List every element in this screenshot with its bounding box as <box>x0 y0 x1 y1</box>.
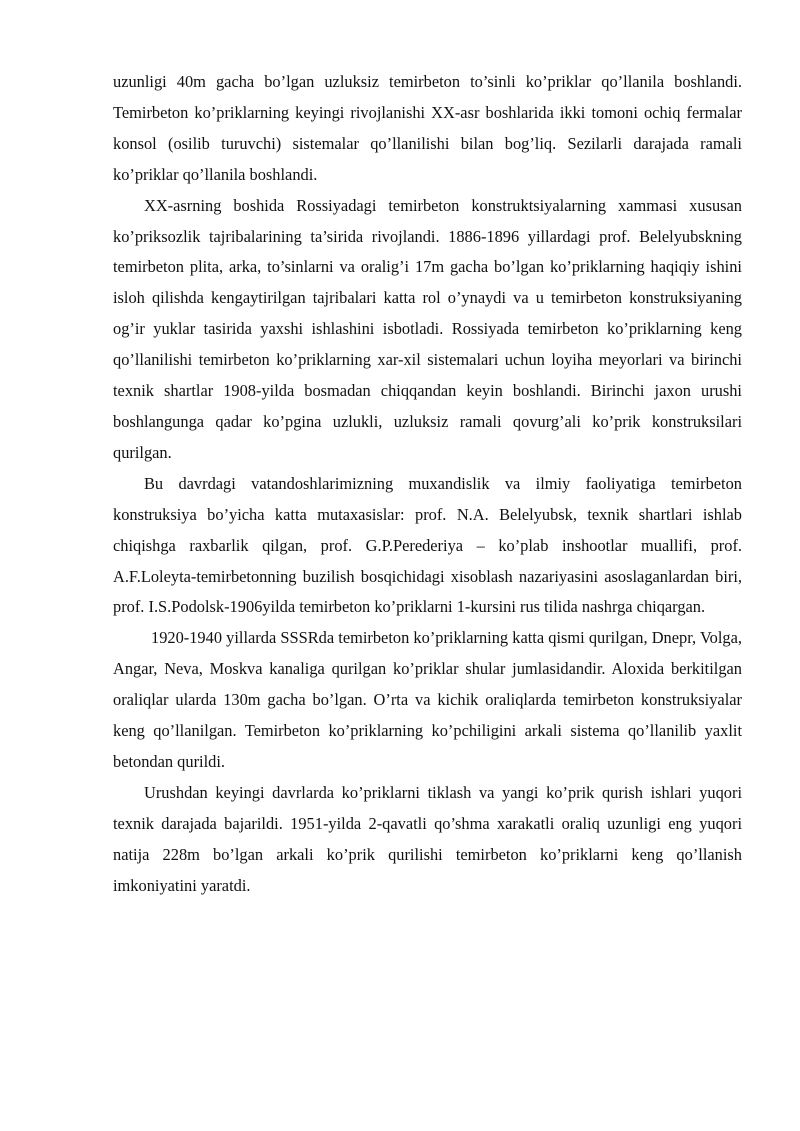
body-text <box>113 67 742 901</box>
paragraph-engineers: Bu davrdagi vatandoshlarimizning muxandislik va ilmiy faoliyatiga temirbeton konstruksiya bo’yicha katta mutaxasislar: prof. N.A. Belelyubsk, texnik shartlari ishlab chiqishga raxbarlik qilgan, prof. G.P.Perederiya – ko’plab inshootlar muallifi, prof. A.F.Loleyta-temirbetonning buzilish bosqichidagi xisoblash nazariyasini asoslaganlardan biri, prof. I.S.Podolsk-1906yilda temirbeton ko’priklarni 1-kursini rus tilida nashrga chiqargan. <box>113 473 742 617</box>
paragraph-post-war: Urushdan keyingi davrlarda ko’priklarni tiklash va yangi ko’prik qurish ishlari yuqori texnik darajada bajarildi. 1951-yilda 2-qavatli qo’shma xarakatli oraliq uzunligi eng yuqori natija 228m bo’lgan arkali ko’prik qurilishi temirbeton ko’priklarni keng qo’llanish imkoniyatini yaratdi. <box>113 782 742 895</box>
paragraph-early-20th-century: XX-asrning boshida Rossiyadagi temirbeton konstruktsiyalarning xammasi xususan ko’priksozlik tajribalarining ta’sirida rivojlandi. 1886-1896 yillardagi prof. Belelyubskning temirbeton plita, arka, to’sinlarni va oralig’i 17m gacha bo’lgan ko’priklarning haqiqiy ishini isloh qilishda kengaytirilgan tajribalari katta rol o’ynaydi va u temirbeton konstruksiyaning og’ir yuklar tasirida yaxshi ishlashini isbotladi. Rossiyada temirbeton ko’priklarning keng qo’llanilishi temirbeton ko’priklarning xar-xil sistemalari uchun loyiha meyorlari va birinchi texnik shartlar 1908-yilda bosmadan chiqqandan keyin boshlandi. Birinchi jaxon urushi boshlangunga qadar ko’pgina uzlukli, uzluksiz ramali qovurg’ali ko’prik konstruksilari qurilgan. <box>113 195 742 462</box>
paragraph-1920-1940: 1920-1940 yillarda SSSRda temirbeton ko’priklarning katta qismi qurilgan, Dnepr, Volga, Angar, Neva, Moskva kanaliga qurilgan ko’priklar shular jumlasidandir. Aloxida berkitilgan oraliqlar ularda 130m gacha bo’lgan. O’rta va kichik oraliqlarda temirbeton konstruksiyalar keng qo’llanilgan. Temirbeton ko’priklarning ko’pchiligini arkali sistema qo’llanilib yaxlit betondan qurildi. <box>113 628 742 771</box>
paragraph-continuation: uzunligi 40m gacha bo’lgan uzluksiz temirbeton to’sinli ko’priklar qo’llanila boshlandi. Temirbeton ko’priklarning keyingi rivojlanishi XX-asr boshlarida ikki tomoni ochiq fermalar konsol (osilib turuvchi) sistemalar qo’llanilishi bilan bog’liq. Sezilarli darajada ramali ko’priklar qo’llanila boshlandi. <box>113 72 742 184</box>
